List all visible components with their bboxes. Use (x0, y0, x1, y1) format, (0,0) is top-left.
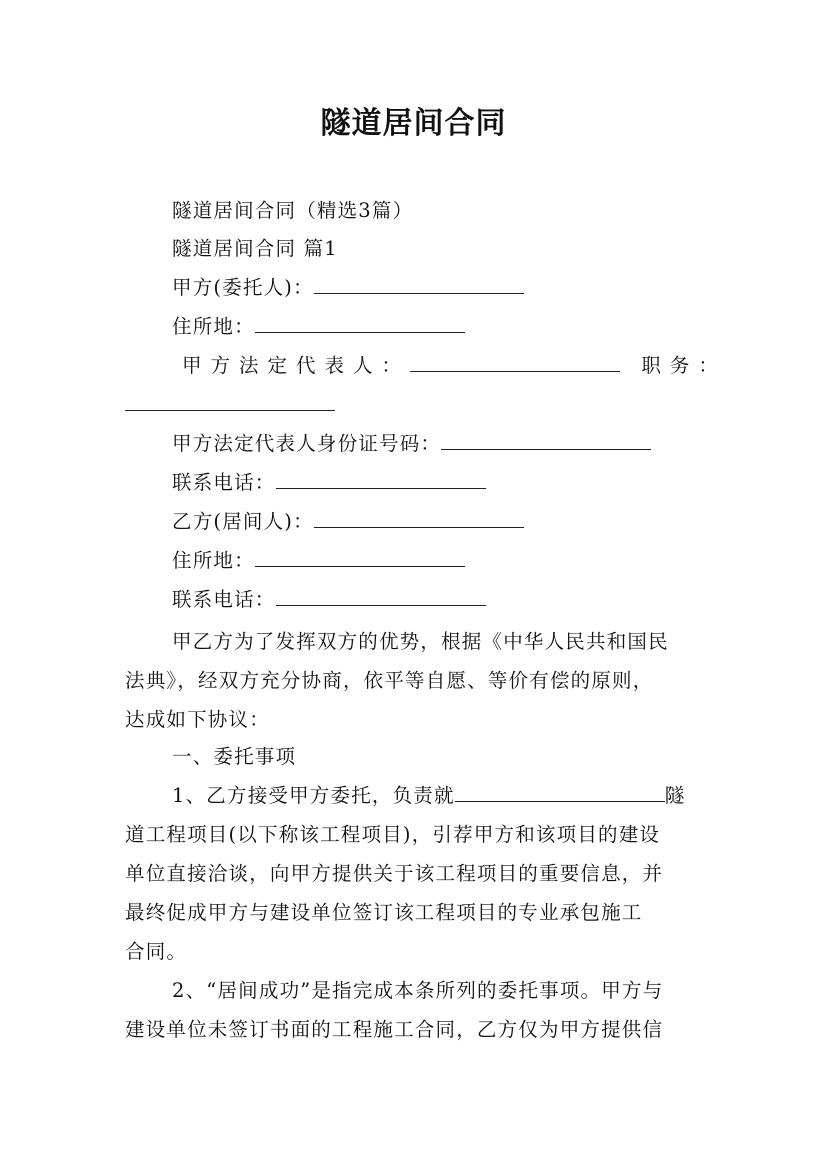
clause-1-line (172, 777, 705, 815)
party-a-rep-id-row (172, 425, 705, 463)
party-a-rep-id-label: 甲方法定代表人身份证号码： (172, 432, 442, 455)
project-name-blank[interactable] (455, 781, 665, 802)
clause-2-line: 建设单位未签订书面的工程施工合同，乙方仅为甲方提供信 (125, 1018, 664, 1041)
address-a-blank[interactable] (255, 312, 465, 333)
clause-1-line: 单位直接洽谈，向甲方提供关于该工程项目的重要信息，并 (125, 862, 664, 885)
position-blank-row (125, 386, 705, 424)
clause-1-line: 合同。 (125, 940, 188, 963)
party-a-label: 甲方(委托人)： (172, 276, 314, 299)
phone-a-blank[interactable] (276, 468, 486, 489)
party-a-rep-id-blank[interactable] (441, 429, 651, 450)
phone-b-row (172, 581, 705, 619)
position-label: 职务： (641, 354, 727, 377)
party-a-rep-row (182, 347, 727, 385)
phone-b-label: 联系电话： (172, 588, 276, 611)
article-heading: 一、委托事项 (172, 745, 297, 768)
phone-b-blank[interactable] (276, 585, 486, 606)
clause-1-line: 道工程项目(以下称该工程项目)，引荐甲方和该项目的建设 (125, 823, 661, 846)
document-subtitle: 隧道居间合同（精选3篇） (172, 199, 414, 222)
party-a-row (172, 269, 705, 307)
clause-2-line: 2、“居间成功”是指完成本条所列的委托事项。甲方与 (172, 979, 664, 1002)
address-a-row (172, 308, 705, 346)
preamble-line: 达成如下协议： (125, 708, 270, 731)
page-title: 隧道居间合同 (320, 106, 507, 141)
preamble-line: 法典》，经双方充分协商，依平等自愿、等价有偿的原则， (125, 669, 654, 692)
party-a-blank[interactable] (314, 273, 524, 294)
clause-1-line: 最终促成甲方与建设单位签订该工程项目的专业承包施工 (125, 901, 643, 924)
address-b-blank[interactable] (255, 546, 465, 567)
phone-a-row (172, 464, 705, 502)
clause-1-text: 1、乙方接受甲方委托，负责就 (172, 784, 455, 807)
phone-a-label: 联系电话： (172, 471, 276, 494)
party-a-rep-blank[interactable] (410, 351, 620, 372)
address-a-label: 住所地： (172, 315, 255, 338)
party-b-label: 乙方(居间人)： (172, 510, 314, 533)
address-b-label: 住所地： (172, 549, 255, 572)
address-b-row (172, 542, 705, 580)
party-a-rep-label: 甲方法定代表人： (182, 354, 411, 377)
party-b-row (172, 503, 705, 541)
clause-1-text: 隧 (664, 784, 686, 807)
preamble-line: 甲乙方为了发挥双方的优势，根据《中华人民共和国民 (172, 630, 669, 653)
section-heading: 隧道居间合同 篇1 (172, 237, 338, 260)
party-b-blank[interactable] (314, 507, 524, 528)
position-blank[interactable] (125, 390, 335, 411)
